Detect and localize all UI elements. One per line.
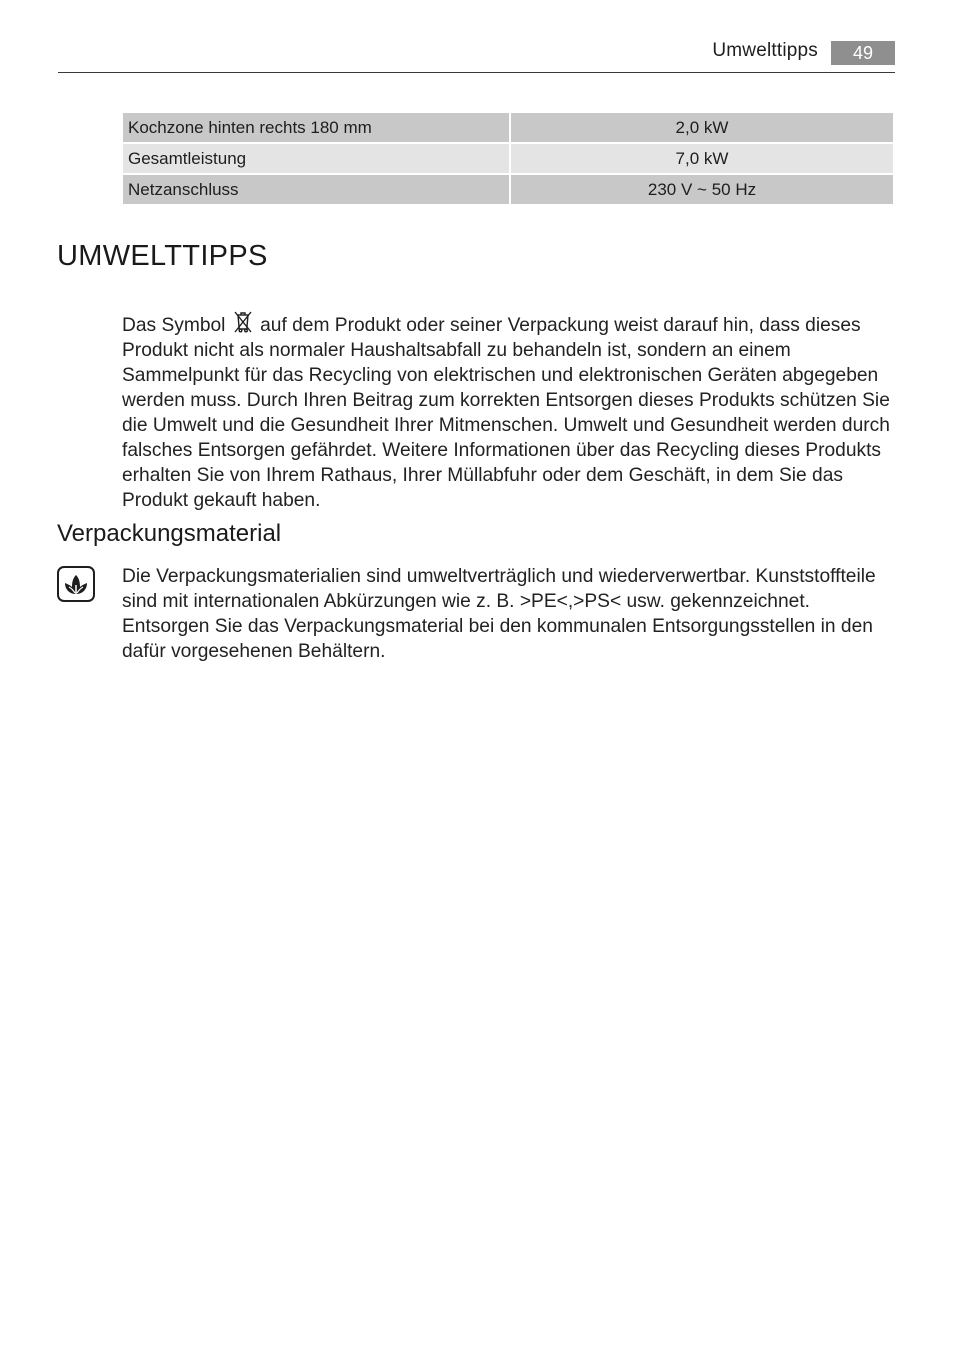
table-row [123,144,893,173]
table-cell-value: 230 V ~ 50 Hz [511,175,893,204]
table-cell-label: Gesamtleistung [123,144,509,173]
crossed-out-wheelie-bin-icon [233,310,253,334]
table-cell-label: Netzanschluss [123,175,509,204]
spec-table [121,111,895,206]
header-section-name: Umwelttipps [712,40,818,61]
packaging-paragraph: Die Verpackungsmaterialien sind umweltverträglich und wiederverwertbar. Kunststoffteile sind mit internationalen Abkürzungen wie z. B. >PE<,>PS< usw. gekennzeichnet. Entsorgen Sie das Verpackungsmaterial bei den kommunalen Entsorgungsstellen in den dafür vorgesehenen Behältern. [122,566,876,662]
paragraph-text-rest: auf dem Produkt oder seiner Verpackung weist darauf hin, dass dieses Produkt nicht als normaler Haushaltsabfall zu behandeln ist, sondern an einem Sammelpunkt für das Recycling von elektrischen und elektronischen Geräten abgegeben werden muss. Durch Ihren Beitrag zum korrekten Entsorgen dieses Produkts schützen Sie die Umwelt und die Gesundheit Ihrer Mitmenschen. Umwelt und Gesundheit werden durch falsches Entsorgen gefährdet. Weitere Informationen über das Recycling dieses Produkts erhalten Sie von Ihrem Rathaus, Ihrer Müllabfuhr oder dem Geschäft, in dem Sie das Produkt gekauft haben. [122,315,890,511]
page-title: UMWELTTIPPS [57,240,268,272]
table-row [123,113,893,142]
subsection-heading: Verpackungsmaterial [57,520,282,547]
running-header [58,36,895,73]
page-number: 49 [831,41,895,65]
table-cell-value: 7,0 kW [511,144,893,173]
recycling-paragraph [122,310,895,513]
table-cell-label: Kochzone hinten rechts 180 mm [123,113,509,142]
environment-leaf-icon [57,566,95,602]
table-cell-value: 2,0 kW [511,113,893,142]
paragraph-text-start: Das Symbol [122,315,226,336]
table-row [123,175,893,204]
